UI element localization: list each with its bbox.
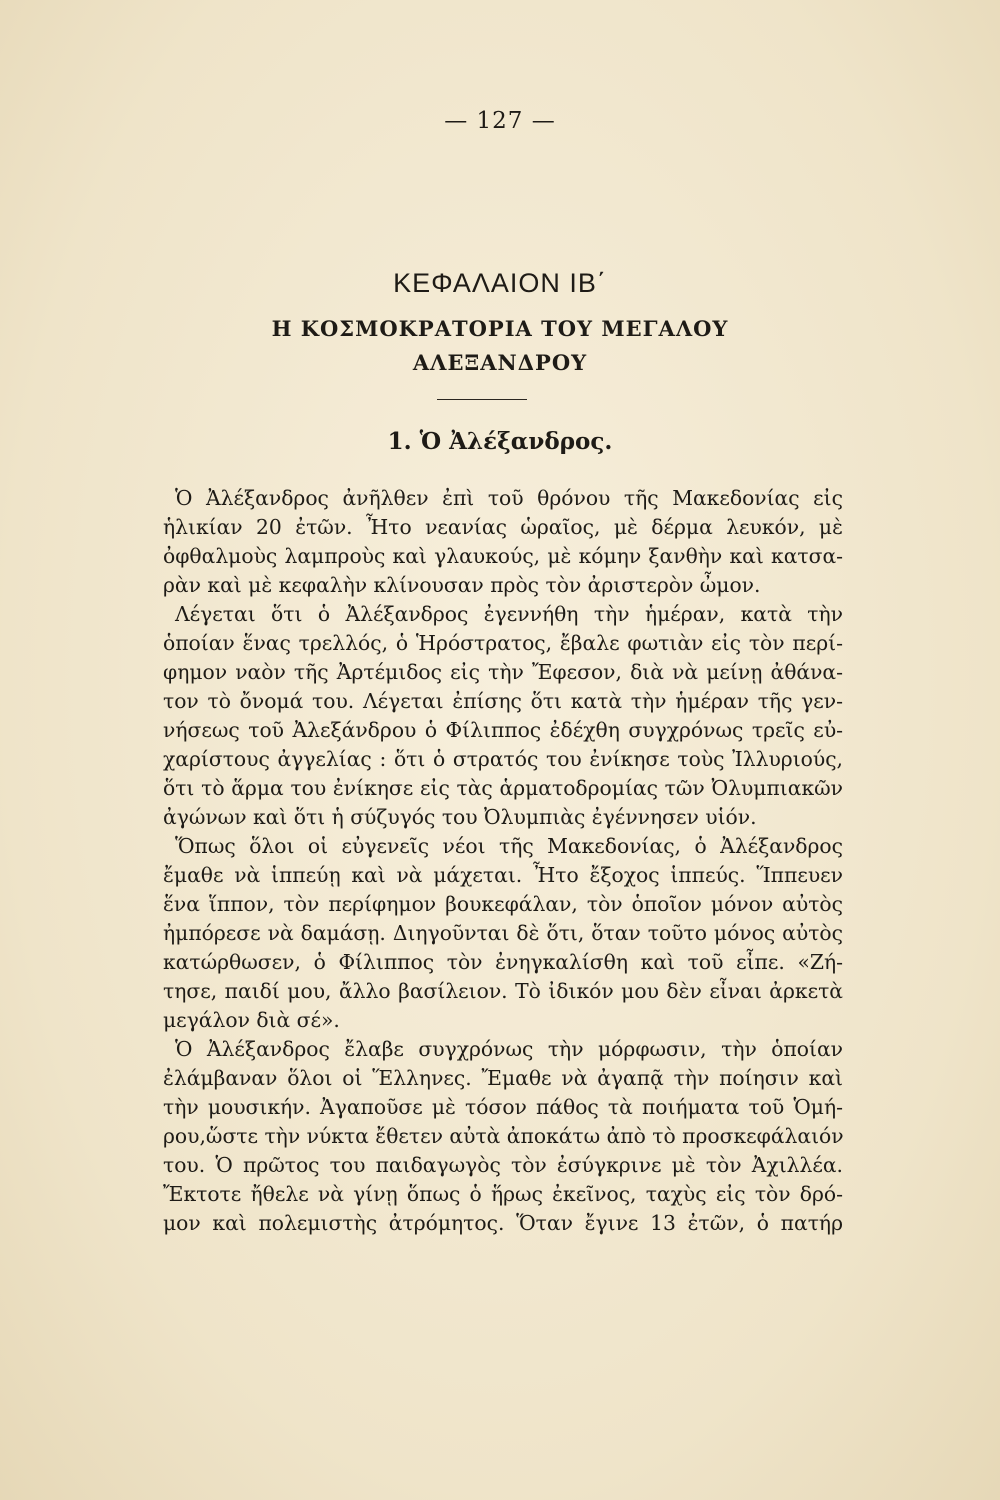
chapter-subtitle-line-1: Η ΚΟΣΜΟΚΡΑΤΟΡΙΑ ΤΟΥ ΜΕΓΑΛΟΥ: [271, 316, 729, 341]
text-line: ἠμπόρεσε νὰ δαμάσῃ. Διηγοῦνται δὲ ὅτι, ὅταν τοῦτο μόνος αὐτὸς: [163, 921, 843, 945]
text-line: του. Ὁ πρῶτος του παιδαγωγὸς τὸν ἐσύγκρινε μὲ τὸν Ἀχιλλέα.: [163, 1153, 843, 1177]
text-line: Ὁ Ἀλέξανδρος ἀνῆλθεν ἐπὶ τοῦ θρόνου τῆς Μακεδονίας εἰς: [175, 486, 843, 510]
text-line: ρου,ὥστε τὴν νύκτα ἔθετεν αὐτὰ ἀποκάτω ἀπὸ τὸ προσκεφάλαιόν: [163, 1124, 844, 1148]
text-line: ἔμαθε νὰ ἱππεύῃ καὶ νὰ μάχεται. Ἦτο ἔξοχος ἱππεύς. Ἵππευεν: [163, 863, 843, 887]
text-line: ὅτι τὸ ἅρμα του ἐνίκησε εἰς τὰς ἁρματοδρομίας τῶν Ὀλυμπιακῶν: [163, 776, 843, 800]
text-line: Ὅπως ὅλοι οἱ εὐγενεῖς νέοι τῆς Μακεδονίας, ὁ Ἀλέξανδρος: [175, 834, 843, 858]
text-line: μεγάλον διὰ σέ».: [163, 1008, 340, 1032]
text-line: ὀφθαλμοὺς λαμπροὺς καὶ γλαυκούς, μὲ κόμην ξανθὴν καὶ κατσα-: [163, 544, 843, 568]
text-line: Λέγεται ὅτι ὁ Ἀλέξανδρος ἐγεννήθη τὴν ἡμέραν, κατὰ τὴν: [175, 602, 843, 626]
text-line: ὁποίαν ἕνας τρελλός, ὁ Ἡρόστρατος, ἔβαλε φωτιὰν εἰς τὸν περί-: [163, 631, 843, 655]
text-line: ἀγώνων καὶ ὅτι ἡ σύζυγός του Ὀλυμπιὰς ἐγέννησεν υἱόν.: [163, 805, 757, 829]
text-line: ἐλάμβαναν ὅλοι οἱ Ἕλληνες. Ἔμαθε νὰ ἀγαπᾷ τὴν ποίησιν καὶ: [163, 1066, 843, 1090]
text-line: τησε, παιδί μου, ἄλλο βασίλειον. Τὸ ἰδικόν μου δὲν εἶναι ἀρκετὰ: [163, 979, 843, 1003]
text-line: μον καὶ πολεμιστὴς ἀτρόμητος. Ὅταν ἔγινε 13 ἐτῶν, ὁ πατήρ: [163, 1211, 843, 1235]
chapter-subtitle-line-2: ΑΛΕΞΑΝΔΡΟΥ: [412, 350, 588, 375]
text-line: τὴν μουσικήν. Ἀγαποῦσε μὲ τόσον πάθος τὰ ποιήματα τοῦ Ὁμή-: [163, 1095, 843, 1119]
section-heading: 1. Ὁ Ἀλέξανδρος.: [387, 428, 613, 455]
text-line: κατώρθωσεν, ὁ Φίλιππος τὸν ἐνηγκαλίσθη καὶ τοῦ εἶπε. «Ζή-: [163, 950, 843, 974]
text-line: νήσεως τοῦ Ἀλεξάνδρου ὁ Φίλιππος ἐδέχθη συγχρόνως τρεῖς εὐ-: [163, 718, 843, 742]
page-number: — 127 —: [444, 108, 556, 134]
text-line: ρὰν καὶ μὲ κεφαλὴν κλίνουσαν πρὸς τὸν ἀριστερὸν ὦμον.: [163, 573, 761, 597]
text-line: Ὁ Ἀλέξανδρος ἔλαβε συγχρόνως τὴν μόρφωσιν, τὴν ὁποίαν: [175, 1037, 843, 1061]
text-line: ἕνα ἵππον, τὸν περίφημον βουκεφάλαν, τὸν ὁποῖον μόνον αὐτὸς: [163, 892, 843, 916]
text-line: τον τὸ ὄνομά του. Λέγεται ἐπίσης ὅτι κατὰ τὴν ἡμέραν τῆς γεν-: [163, 689, 843, 713]
divider: [437, 399, 527, 400]
chapter-title: ΚΕΦΑΛΑΙΟΝ ΙΒ΄: [393, 268, 607, 298]
text-line: χαρίστους ἀγγελίας : ὅτι ὁ στρατός του ἐνίκησε τοὺς Ἰλλυριούς,: [163, 747, 843, 771]
text-line: Ἔκτοτε ἤθελε νὰ γίνῃ ὅπως ὁ ἥρως ἐκεῖνος, ταχὺς εἰς τὸν δρό-: [163, 1182, 843, 1206]
text-line: φημον ναὸν τῆς Ἀρτέμιδος εἰς τὴν Ἔφεσον, διὰ νὰ μείνῃ ἀθάνα-: [163, 660, 843, 684]
text-line: ἡλικίαν 20 ἐτῶν. Ἦτο νεανίας ὡραῖος, μὲ δέρμα λευκόν, μὲ: [163, 515, 843, 539]
